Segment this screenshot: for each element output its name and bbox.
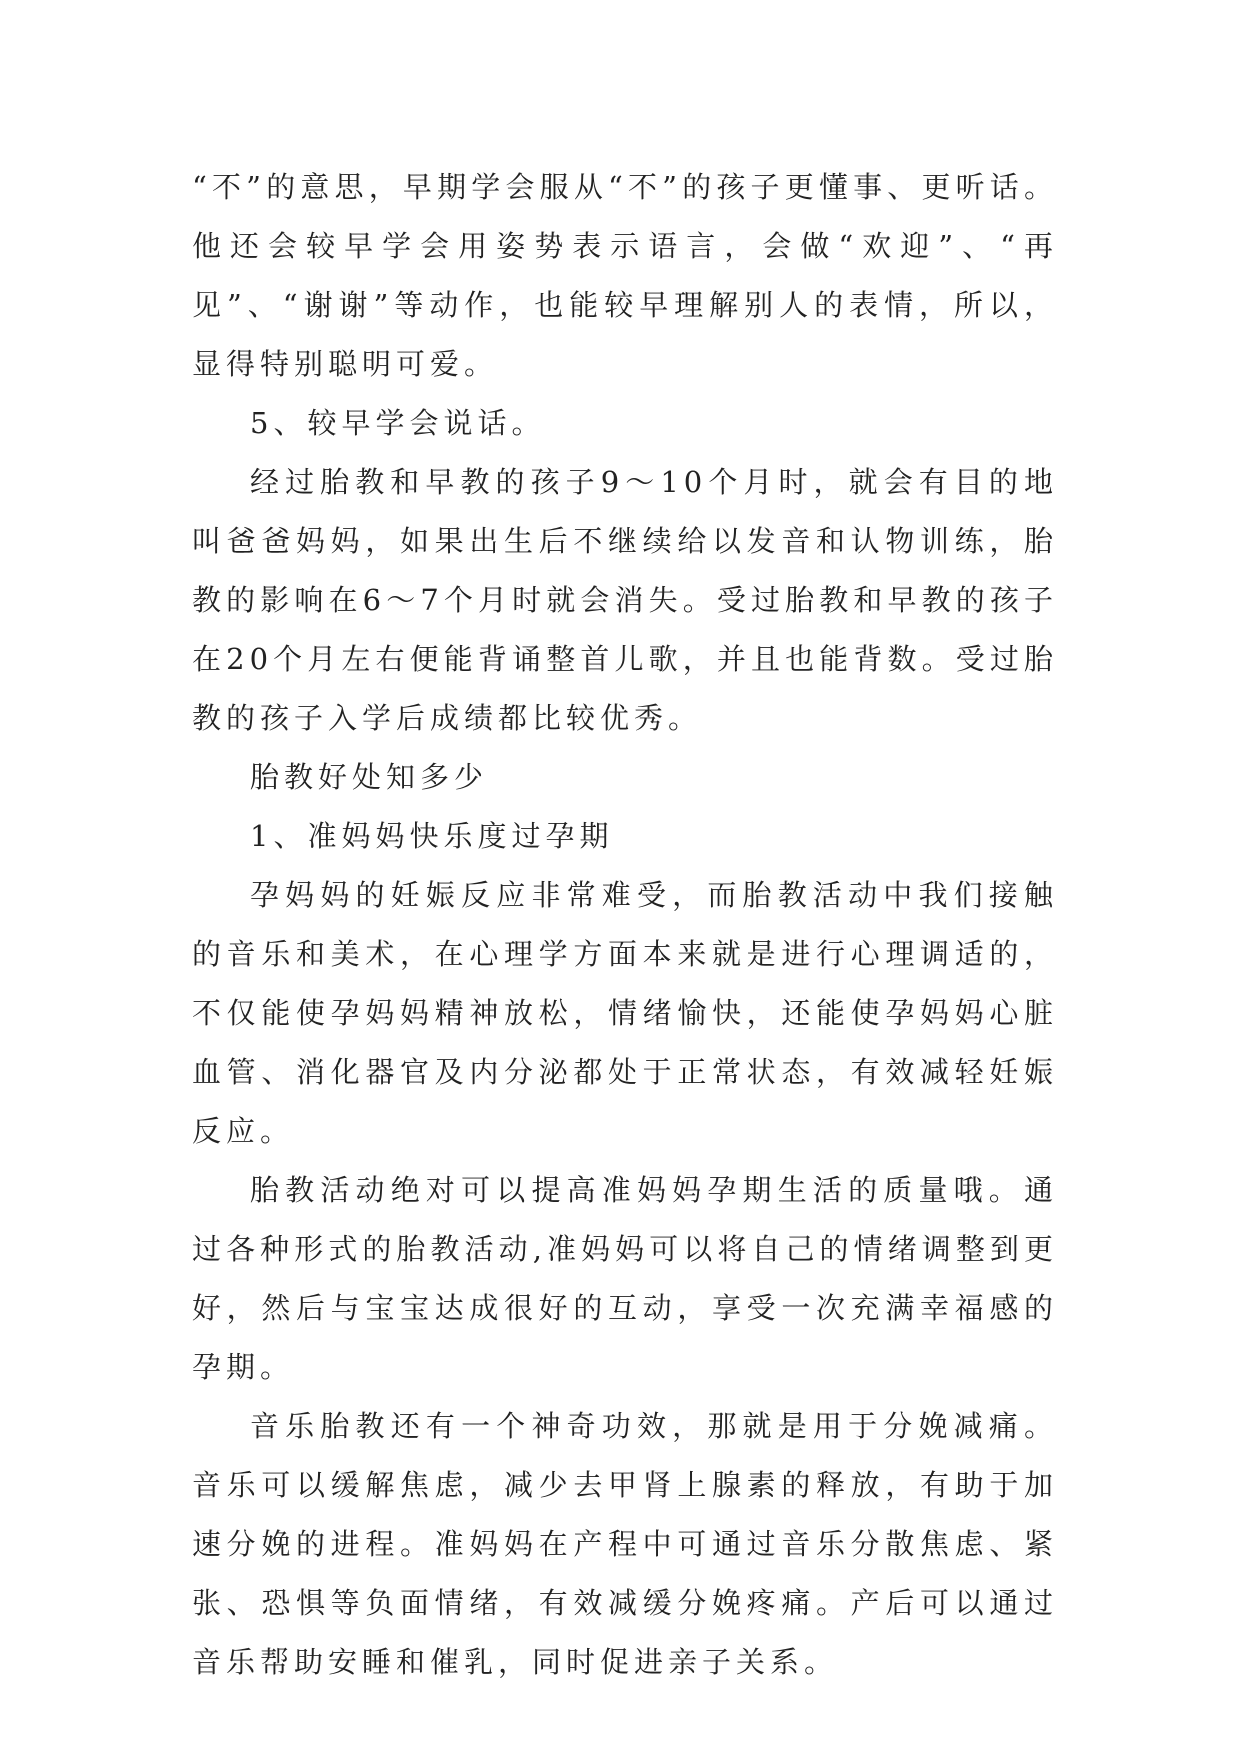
paragraph-early-speech: 经过胎教和早教的孩子9～10个月时，就会有目的地叫爸爸妈妈，如果出生后不继续给以发音和认物训练，胎教的影响在6～7个月时就会消失。受过胎教和早教的孩子在20个月左右便能背诵整首儿歌，并且也能背数。受过胎教的孩子入学后成绩都比较优秀。: [192, 465, 1058, 735]
paragraph-continuation: “不”的意思，早期学会服从“不”的孩子更懂事、更听话。他还会较早学会用姿势表示语言，会做“欢迎”、“再见”、“谢谢”等动作，也能较早理解别人的表情，所以，显得特别聪明可爱。: [192, 170, 1058, 381]
document-body: [192, 158, 1058, 1692]
paragraph-heading-5: 5、较早学会说话。: [250, 406, 546, 440]
paragraph-pregnancy-reaction: 孕妈妈的妊娠反应非常难受，而胎教活动中我们接触的音乐和美术，在心理学方面本来就是进行心理调适的，不仅能使孕妈妈精神放松，情绪愉快，还能使孕妈妈心脏血管、消化器官及内分泌都处于正常状态，有效减轻妊娠反应。: [192, 878, 1058, 1148]
paragraph-quality-of-life: 胎教活动绝对可以提高准妈妈孕期生活的质量哦。通过各种形式的胎教活动,准妈妈可以将自己的情绪调整到更好，然后与宝宝达成很好的互动，享受一次充满幸福感的孕期。: [192, 1173, 1058, 1384]
paragraph-heading-1: 1、准妈妈快乐度过孕期: [250, 819, 614, 853]
section-heading-benefits: 胎教好处知多少: [250, 760, 489, 794]
paragraph-music-labor: 音乐胎教还有一个神奇功效，那就是用于分娩减痛。音乐可以缓解焦虑，减少去甲肾上腺素的释放，有助于加速分娩的进程。准妈妈在产程中可通过音乐分散焦虑、紧张、恐惧等负面情绪，有效减缓分娩疼痛。产后可以通过音乐帮助安睡和催乳，同时促进亲子关系。: [192, 1409, 1058, 1679]
